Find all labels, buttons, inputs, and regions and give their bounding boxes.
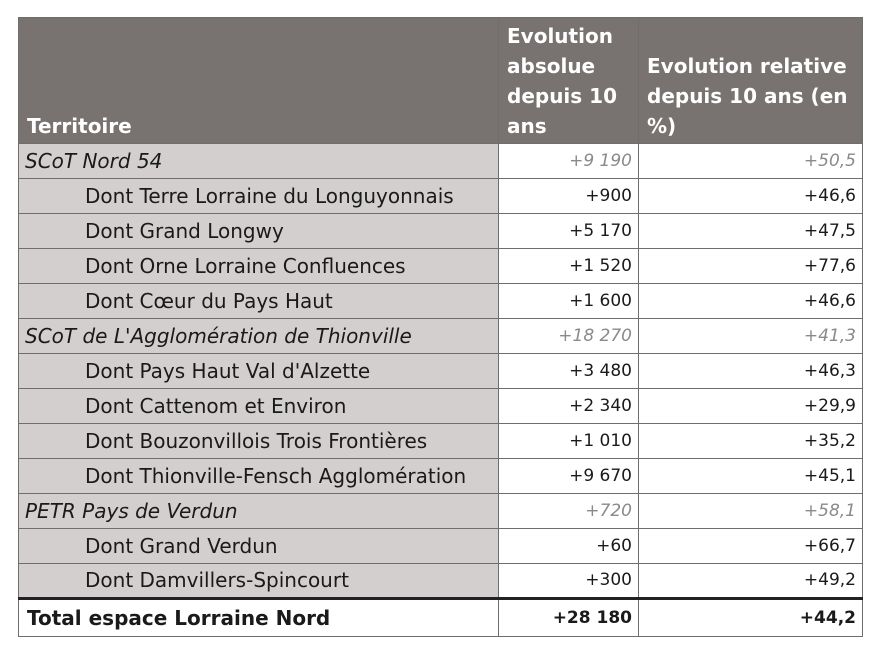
row-evolution-absolue: +1 600 (499, 284, 639, 319)
table-row (19, 214, 863, 249)
row-evolution-relative: +35,2 (639, 424, 863, 459)
row-evolution-absolue: +5 170 (499, 214, 639, 249)
row-territoire: Dont Grand Verdun (19, 529, 499, 564)
row-evolution-relative: +66,7 (639, 529, 863, 564)
row-evolution-relative: +77,6 (639, 249, 863, 284)
row-evolution-relative: +47,5 (639, 214, 863, 249)
row-territoire: Dont Grand Longwy (19, 214, 499, 249)
header-territoire: Territoire (19, 18, 499, 144)
row-territoire: PETR Pays de Verdun (19, 494, 499, 529)
row-territoire: SCoT Nord 54 (19, 144, 499, 179)
row-evolution-relative: +49,2 (639, 564, 863, 599)
row-territoire: Dont Thionville-Fensch Agglomération (19, 459, 499, 494)
table-row (19, 494, 863, 529)
row-evolution-relative: +29,9 (639, 389, 863, 424)
row-evolution-absolue: +60 (499, 529, 639, 564)
row-evolution-absolue: +300 (499, 564, 639, 599)
table-row (19, 564, 863, 599)
table-row (19, 529, 863, 564)
row-evolution-relative: +58,1 (639, 494, 863, 529)
row-evolution-absolue: +9 190 (499, 144, 639, 179)
row-evolution-relative: +46,6 (639, 284, 863, 319)
row-evolution-relative: +41,3 (639, 319, 863, 354)
table-row (19, 319, 863, 354)
table-row (19, 389, 863, 424)
total-evolution-relative: +44,2 (639, 599, 863, 637)
row-evolution-absolue: +3 480 (499, 354, 639, 389)
row-territoire: Dont Cœur du Pays Haut (19, 284, 499, 319)
table-row (19, 144, 863, 179)
table-row (19, 179, 863, 214)
table-row (19, 424, 863, 459)
table-row (19, 249, 863, 284)
row-evolution-absolue: +1 010 (499, 424, 639, 459)
row-evolution-absolue: +1 520 (499, 249, 639, 284)
row-territoire: Dont Orne Lorraine Confluences (19, 249, 499, 284)
row-territoire: SCoT de L'Agglomération de Thionville (19, 319, 499, 354)
total-evolution-absolue: +28 180 (499, 599, 639, 637)
header-row (19, 18, 863, 144)
row-territoire: Dont Bouzonvillois Trois Frontières (19, 424, 499, 459)
row-evolution-absolue: +720 (499, 494, 639, 529)
row-evolution-relative: +45,1 (639, 459, 863, 494)
row-territoire: Dont Terre Lorraine du Longuyonnais (19, 179, 499, 214)
evolution-table (18, 17, 863, 637)
table-row (19, 284, 863, 319)
header-evolution-relative: Evolution relative depuis 10 ans (en %) (639, 18, 863, 144)
row-territoire: Dont Cattenom et Environ (19, 389, 499, 424)
row-evolution-relative: +50,5 (639, 144, 863, 179)
row-evolution-absolue: +2 340 (499, 389, 639, 424)
header-evolution-absolue: Evolution absolue depuis 10 ans (499, 18, 639, 144)
row-evolution-absolue: +9 670 (499, 459, 639, 494)
row-evolution-absolue: +18 270 (499, 319, 639, 354)
table-row (19, 459, 863, 494)
total-territoire: Total espace Lorraine Nord (19, 599, 499, 637)
row-evolution-relative: +46,6 (639, 179, 863, 214)
total-row (19, 599, 863, 637)
row-territoire: Dont Damvillers-Spincourt (19, 564, 499, 599)
row-territoire: Dont Pays Haut Val d'Alzette (19, 354, 499, 389)
row-evolution-absolue: +900 (499, 179, 639, 214)
row-evolution-relative: +46,3 (639, 354, 863, 389)
table-row (19, 354, 863, 389)
